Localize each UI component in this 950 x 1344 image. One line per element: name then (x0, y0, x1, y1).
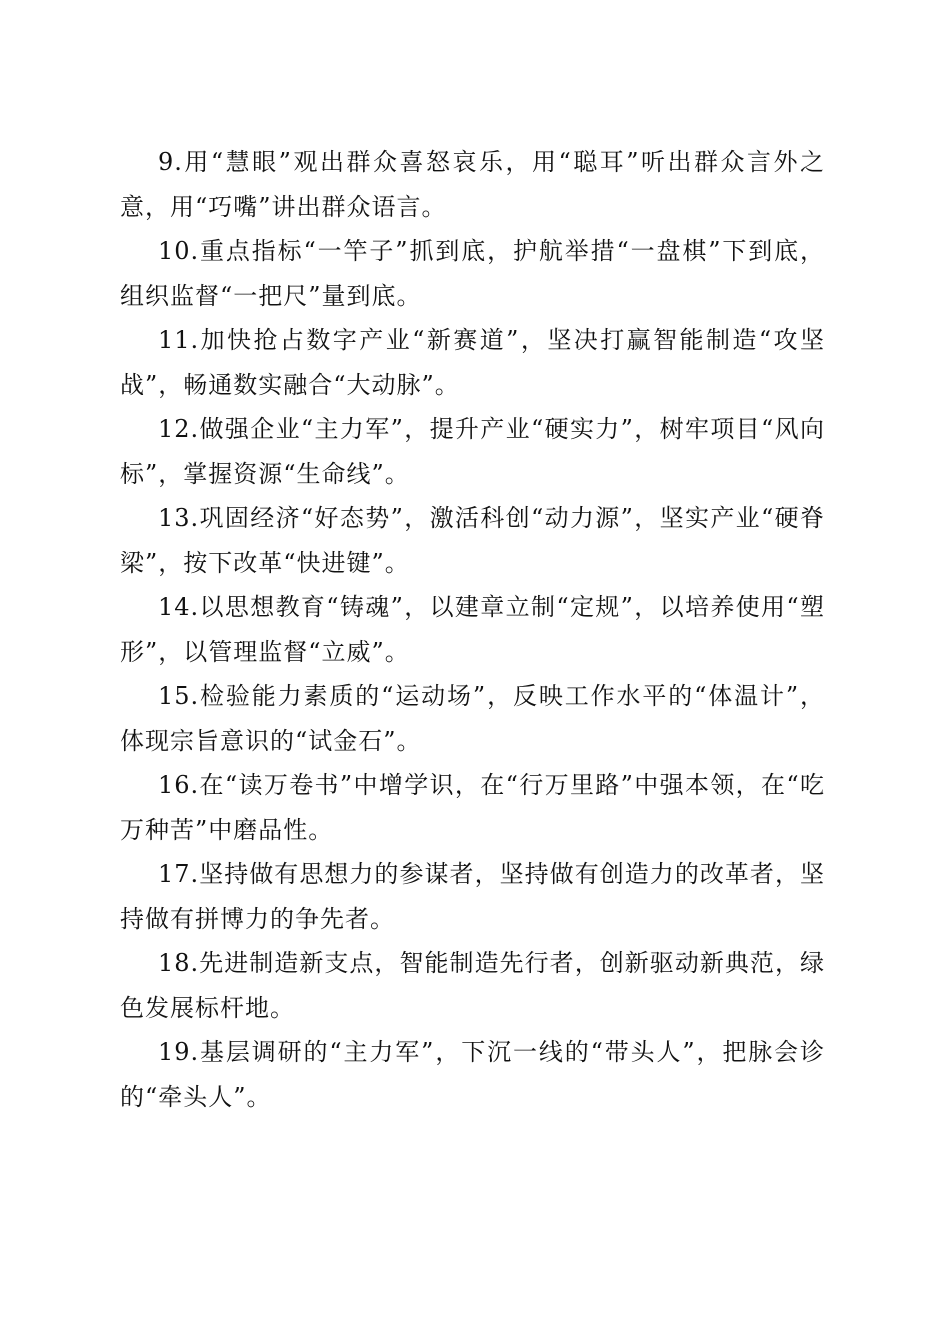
paragraph-item-12: 12.做强企业“主力军”，提升产业“硬实力”，树牢项目“风向标”，掌握资源“生命线”。 (120, 415, 825, 488)
paragraph-item-16: 16.在“读万卷书”中增学识，在“行万里路”中强本领，在“吃万种苦”中磨品性。 (120, 771, 825, 844)
paragraph-item-19: 19.基层调研的“主力军”，下沉一线的“带头人”，把脉会诊的“牵头人”。 (120, 1038, 825, 1111)
paragraph-item-13: 13.巩固经济“好态势”，激活科创“动力源”，坚实产业“硬脊梁”，按下改革“快进键”。 (120, 504, 825, 577)
paragraph-item-9: 9.用“慧眼”观出群众喜怒哀乐，用“聪耳”听出群众言外之意，用“巧嘴”讲出群众语言。 (120, 148, 825, 221)
paragraph-item-10: 10.重点指标“一竿子”抓到底，护航举措“一盘棋”下到底，组织监督“一把尺”量到底。 (120, 237, 825, 310)
paragraph-item-18: 18.先进制造新支点，智能制造先行者，创新驱动新典范，绿色发展标杆地。 (120, 949, 825, 1022)
document-body (120, 140, 825, 1119)
paragraph-item-17: 17.坚持做有思想力的参谋者，坚持做有创造力的改革者，坚持做有拼博力的争先者。 (120, 860, 825, 933)
paragraph-item-15: 15.检验能力素质的“运动场”，反映工作水平的“体温计”，体现宗旨意识的“试金石”。 (120, 682, 825, 755)
paragraph-item-14: 14.以思想教育“铸魂”，以建章立制“定规”，以培养使用“塑形”，以管理监督“立威”。 (120, 593, 825, 666)
paragraph-item-11: 11.加快抢占数字产业“新赛道”，坚决打赢智能制造“攻坚战”，畅通数实融合“大动脉”。 (120, 326, 825, 399)
